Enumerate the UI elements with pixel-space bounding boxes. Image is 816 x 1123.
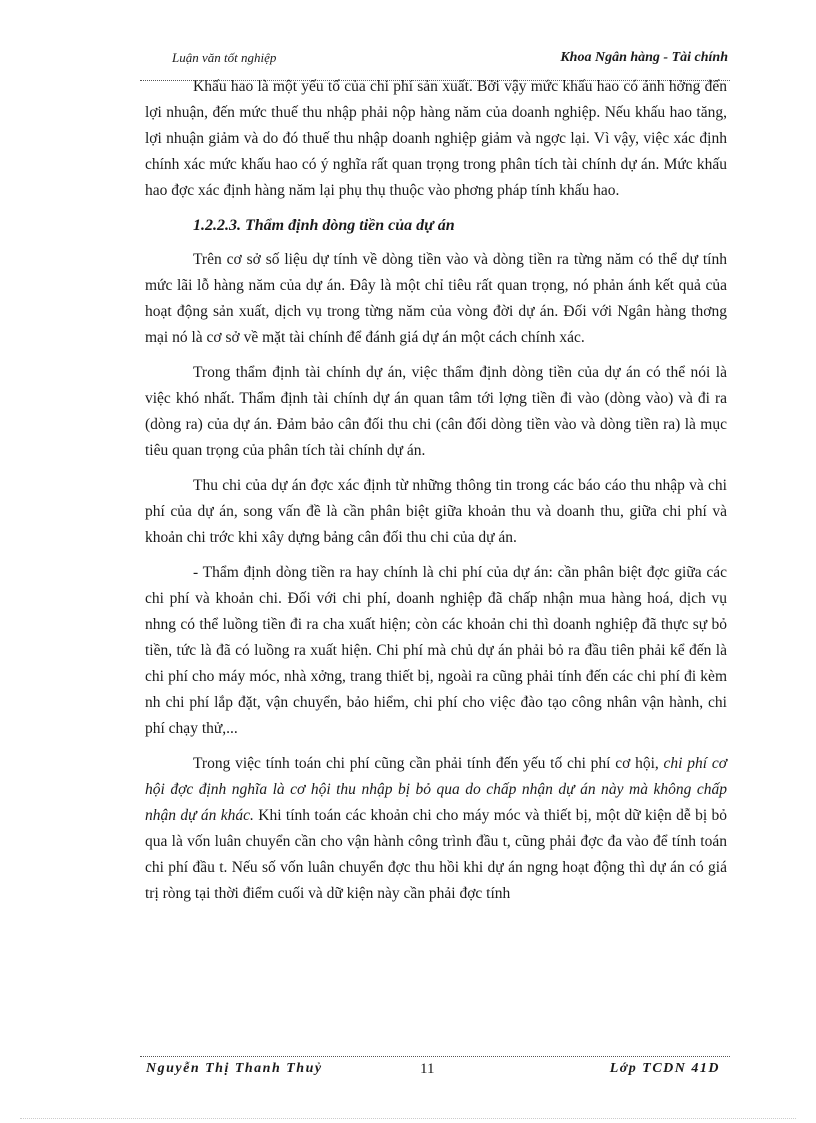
bottom-divider: [20, 1118, 796, 1119]
page-number: 11: [420, 1061, 435, 1077]
opportunity-cost-intro: Trong việc tính toán chi phí cũng cần phải tính đến yếu tố chi phí cơ hội,: [193, 755, 664, 772]
paragraph-cash-outflow: - Thẩm định dòng tiền ra hay chính là chi phí của dự án: cần phân biệt đợc giữa các chi phí và khoản chi. Đối với chi phí, doanh nghiệp đã chấp nhận mua hàng hoá, dịch vụ nhng có thể luồng tiền đi ra cha xuất hiện; còn các khoản chi thì doanh nghiệp đã thực sự bỏ tiền, tức là đã có luồng ra xuất hiện. Chi phí mà chủ dự án phải bỏ ra đầu tiên phải kể đến là chi phí cho máy móc, nhà xởng, trang thiết bị, ngoài ra cũng phải tính đến các chi phí đi kèm nh chi phí lắp đặt, vận chuyển, bảo hiểm, chi phí cho việc đào tạo công nhân vận hành, chi phí chạy thử,...: [145, 564, 727, 737]
paragraph-cashflow-estimate: Trên cơ sở số liệu dự tính về dòng tiền vào và dòng tiền ra từng năm có thể dự tính mức lãi lỗ hàng năm của dự án. Đây là một chỉ tiêu rất quan trọng, nó phản ánh kết quả của hoạt động sản xuất, dịch vụ trong từng năm của vòng đời dự án. Đối với Ngân hàng thơng mại nó là cơ sở về mặt tài chính để đánh giá dự án một cách chính xác.: [145, 251, 727, 346]
paragraph-income-expense: Thu chi của dự án đợc xác định từ những thông tin trong các báo cáo thu nhập và chi phí của dự án, song vấn đề là cần phân biệt giữa khoản thu và doanh thu, giữa chi phí và khoản chi trớc khi xây dựng bảng cân đối thu chi của dự án.: [145, 477, 727, 546]
footer-author: Nguyễn Thị Thanh Thuỷ: [146, 1061, 323, 1076]
page-footer: [140, 1056, 730, 1083]
footer-class: Lớp TCDN 41D: [609, 1061, 720, 1076]
header-faculty-label: Khoa Ngân hàng - Tài chính: [560, 50, 728, 65]
header-thesis-label: Luận văn tốt nghiệp: [172, 50, 277, 65]
page-body: [145, 74, 727, 916]
section-heading: 1.2.2.3. Thẩm định dòng tiền của dự án: [193, 217, 455, 234]
paragraph-opportunity-cost: [145, 751, 727, 907]
opportunity-cost-definition: chi phí cơ hội đợc định nghĩa là cơ hội thu nhập bị bỏ qua do chấp nhận dự án này mà không chấp nhận dự án khác.: [145, 755, 727, 824]
paragraph-depreciation: Khấu hao là một yếu tố của chi phí sản xuất. Bởi vậy mức khấu hao có ảnh hởng đến lợi nhuận, đến mức thuế thu nhập phải nộp hàng năm của doanh nghiệp. Nếu khấu hao tăng, lợi nhuận giảm và do đó thuế thu nhập doanh nghiệp giảm và ngợc lại. Vì vậy, việc xác định chính xác mức khấu hao có ý nghĩa rất quan trọng trong phân tích tài chính dự án. Mức khấu hao đợc xác định hàng năm lại phụ thụ thuộc vào phơng pháp tính khấu hao.: [145, 78, 727, 199]
paragraph-cashflow-appraisal: Trong thẩm định tài chính dự án, việc thẩm định dòng tiền của dự án có thể nói là việc khó nhất. Thẩm định tài chính dự án quan tâm tới lợng tiền đi vào (dòng vào) và đi ra (dòng ra) của dự án. Đảm bảo cân đối thu chi (cân đối dòng tiền vào và dòng tiền ra) là mục tiêu quan trọng của phân tích tài chính dự án.: [145, 364, 727, 459]
opportunity-cost-continuation: Khi tính toán các khoản chi cho máy móc và thiết bị, một dữ kiện dễ bị bỏ qua là vốn luân chuyển cần cho vận hành công trình đầu t, cũng phải đợc đa vào để tính toán chi phí đầu t. Nếu số vốn luân chuyển đợc thu hồi khi dự án ngng hoạt động thì dự án có giá trị ròng tại thời điểm cuối và dữ kiện này cần phải đợc tính: [145, 807, 727, 902]
